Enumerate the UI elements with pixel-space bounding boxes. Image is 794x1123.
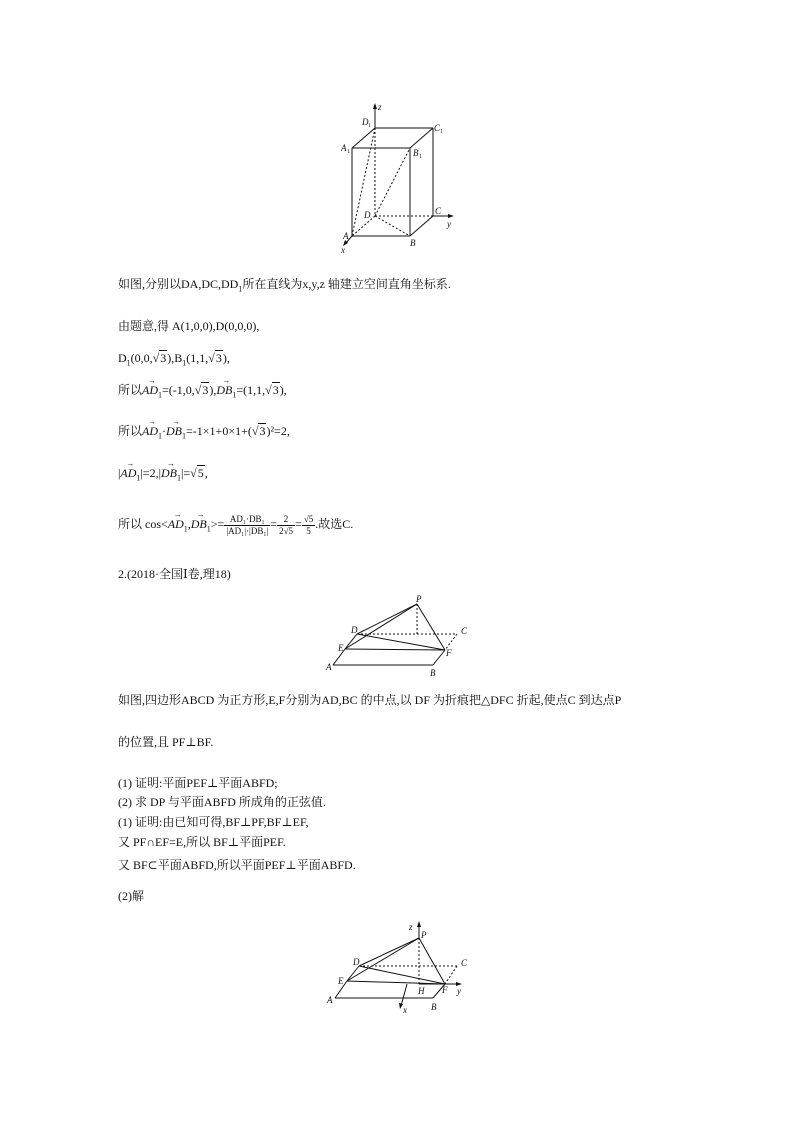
solution-part-2: (2)解 bbox=[118, 889, 144, 903]
line-magnitudes: |→ $AD_1|=2,|\to DB_1|=√5$, bbox=[118, 461, 208, 486]
label-P: P bbox=[421, 930, 427, 940]
label-A: A bbox=[326, 662, 332, 672]
label-A: A bbox=[343, 231, 349, 241]
axis-x-label: x bbox=[341, 245, 345, 255]
label-B: B bbox=[431, 1002, 437, 1012]
label-B: B bbox=[430, 668, 436, 678]
figure-box-coordinates bbox=[335, 100, 465, 260]
problem-2-statement-cont: 的位置,且 PF⊥BF. bbox=[118, 735, 214, 749]
label-C1: C bbox=[434, 123, 441, 133]
problem-2-statement: 如图,四边形ABCD 为正方形,E,F分别为AD,BC 的中点,以 DF 为折痕把△DFC 折起,使点C 到达点P bbox=[118, 693, 622, 707]
label-A1: A bbox=[341, 143, 347, 153]
label-C: C bbox=[435, 206, 442, 216]
label-D: D bbox=[351, 625, 358, 635]
label-E: E bbox=[338, 643, 344, 653]
solution-step-1: (1) 证明:由已知可得,BF⊥PF,BF⊥EF, bbox=[118, 815, 309, 829]
solution-step-2: 又 PF∩EF=E,所以 BF⊥平面PEF. bbox=[118, 835, 286, 849]
line-vectors: 所以→ $AD_1=(-1,0,√3),\to DB_1=(1,1,√3)$, bbox=[118, 378, 287, 403]
figure-folded-square-axes bbox=[325, 918, 475, 1018]
line-points-D1-B1: $D_1(0,0,√3),B_1(1,1,√3)$, bbox=[118, 351, 230, 368]
line-points-A-D: 由题意,得 A(1,0,0),D(0,0,0), bbox=[118, 319, 260, 333]
svg-text:1: 1 bbox=[440, 129, 443, 135]
axis-z-label: z bbox=[409, 922, 413, 932]
line-coordinate-system: 如图,分别以$DA,DC,DD_1$所在直线为x,y,z 轴建立空间直角坐标系. bbox=[118, 277, 451, 294]
svg-text:1: 1 bbox=[347, 149, 350, 155]
problem-2-heading: 2.(2018·全国Ⅰ卷,理18) bbox=[118, 567, 231, 581]
question-1: (1) 证明:平面PEF⊥平面ABFD; bbox=[118, 776, 278, 790]
label-F: F bbox=[442, 985, 448, 995]
axis-y-label: y bbox=[447, 219, 451, 229]
svg-text:1: 1 bbox=[419, 154, 422, 160]
label-D: D bbox=[353, 957, 360, 967]
axis-x-label: x bbox=[403, 1005, 407, 1015]
label-D: D bbox=[364, 210, 371, 220]
label-B: B bbox=[410, 238, 416, 248]
label-B1: B bbox=[413, 148, 419, 158]
figure-folded-square bbox=[325, 592, 475, 682]
svg-text:1: 1 bbox=[368, 123, 371, 129]
label-H: H bbox=[418, 986, 425, 996]
solution-step-3: 又 BF⊂平面ABFD,所以平面PEF⊥平面ABFD. bbox=[118, 858, 356, 872]
label-A: A bbox=[327, 995, 333, 1005]
label-P: P bbox=[416, 594, 422, 604]
label-F: F bbox=[446, 648, 452, 658]
axis-y-label: y bbox=[457, 986, 461, 996]
question-2: (2) 求 DP 与平面ABFD 所成角的正弦值. bbox=[118, 795, 326, 809]
label-C: C bbox=[461, 958, 468, 968]
label-E: E bbox=[338, 976, 344, 986]
label-C: C bbox=[461, 626, 468, 636]
axis-z-label: z bbox=[378, 102, 382, 112]
label-D1: D bbox=[362, 117, 369, 127]
line-dot-product: 所以→ $AD_1\cdot\to DB_1=-1\times 1+0\times 1+(√3)^2=2$, bbox=[118, 419, 290, 444]
line-cosine: 所以 $\cos<\to AD_1,\to DB_1>=$ $\frac{\text{AD₁·DB₁}}{\text{|AD₁|·|DB₁|}}$ = $\frac{2}{2√5}$ = $\frac{√5}{5}$ .故选C. bbox=[118, 512, 353, 537]
